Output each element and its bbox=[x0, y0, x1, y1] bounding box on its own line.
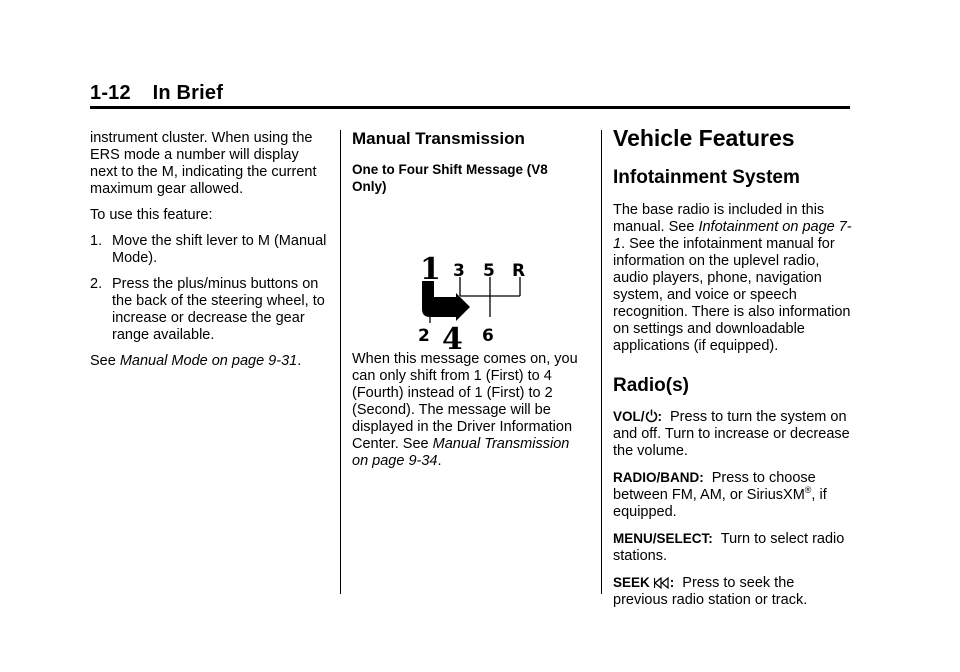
infotainment-heading: Infotainment System bbox=[613, 167, 800, 188]
page-header bbox=[90, 82, 223, 105]
power-icon bbox=[645, 409, 658, 423]
vehicle-features-title: Vehicle Features bbox=[613, 125, 795, 151]
column-1 bbox=[90, 130, 330, 379]
gear-r-label: R bbox=[512, 261, 526, 281]
radios-heading: Radio(s) bbox=[613, 375, 689, 396]
manual-mode-link[interactable]: Manual Mode on page 9-31 bbox=[119, 353, 298, 369]
column-divider-1 bbox=[340, 130, 341, 594]
menu-select-item: MENU/SELECT: Turn to select radio stations. bbox=[613, 531, 845, 564]
manual-transmission-link[interactable]: Manual Transmission on page 9-34 bbox=[352, 436, 570, 469]
infotainment-body: The base radio is included in this manual. See Infotainment on page 7-1. See the infotainment manual for information on the uplevel radio, audio players, phone, navigation system, and voice or speech recognition. There is also information on settings and downloadable applications (if equipped). bbox=[613, 202, 852, 354]
vol-item: VOL/ : Press to turn the system on and off. Turn to increase or decrease the volume. bbox=[613, 409, 850, 459]
shift-arrow-icon bbox=[422, 281, 470, 321]
infotainment-link[interactable]: Infotainment on page 7-1 bbox=[613, 219, 852, 252]
step-1: 1. Move the shift lever to M (Manual Mode). bbox=[90, 233, 327, 266]
header-rule bbox=[90, 106, 850, 109]
gear-5-label: 5 bbox=[483, 261, 495, 281]
shift-pattern-figure bbox=[404, 255, 544, 351]
gear-3-label: 3 bbox=[453, 261, 465, 281]
gear-6-label: 6 bbox=[482, 326, 494, 346]
intro-paragraph: instrument cluster. When using the ERS mode a number will display next to the M, indicating the current maximum gear allowed. bbox=[90, 130, 317, 197]
see-also: See Manual Mode on page 9-31. bbox=[90, 353, 302, 369]
page-number: 1-12 bbox=[90, 82, 131, 104]
gear-2-label: 2 bbox=[418, 326, 430, 346]
section-title: In Brief bbox=[152, 82, 224, 104]
column-3 bbox=[613, 125, 853, 618]
radio-band-item: RADIO/BAND: Press to choose between FM, AM, or SiriusXM®, if equipped. bbox=[613, 470, 827, 520]
column-2 bbox=[352, 130, 584, 479]
steps-lead: To use this feature: bbox=[90, 207, 213, 223]
manual-transmission-heading: Manual Transmission bbox=[352, 129, 525, 148]
gear-4-label: 4 bbox=[442, 322, 463, 351]
step-2: 2. Press the plus/minus buttons on the back of the steering wheel, to increase or decrease the gear range available. bbox=[90, 276, 325, 343]
seek-item: SEEK : Press to seek the previous radio station or track. bbox=[613, 575, 808, 608]
column-divider-2 bbox=[601, 130, 602, 594]
seek-back-icon bbox=[654, 577, 670, 589]
shift-message-body: When this message comes on, you can only shift from 1 (First) to 4 (Fourth) instead of 1 (First) to 2 (Second). The message will be displayed in the Driver Information Center. See Manual Transmission on page 9-34. bbox=[352, 351, 578, 469]
gear-1-label: 1 bbox=[420, 255, 441, 287]
shift-message-subheading: One to Four Shift Message (V8 Only) bbox=[352, 162, 548, 194]
